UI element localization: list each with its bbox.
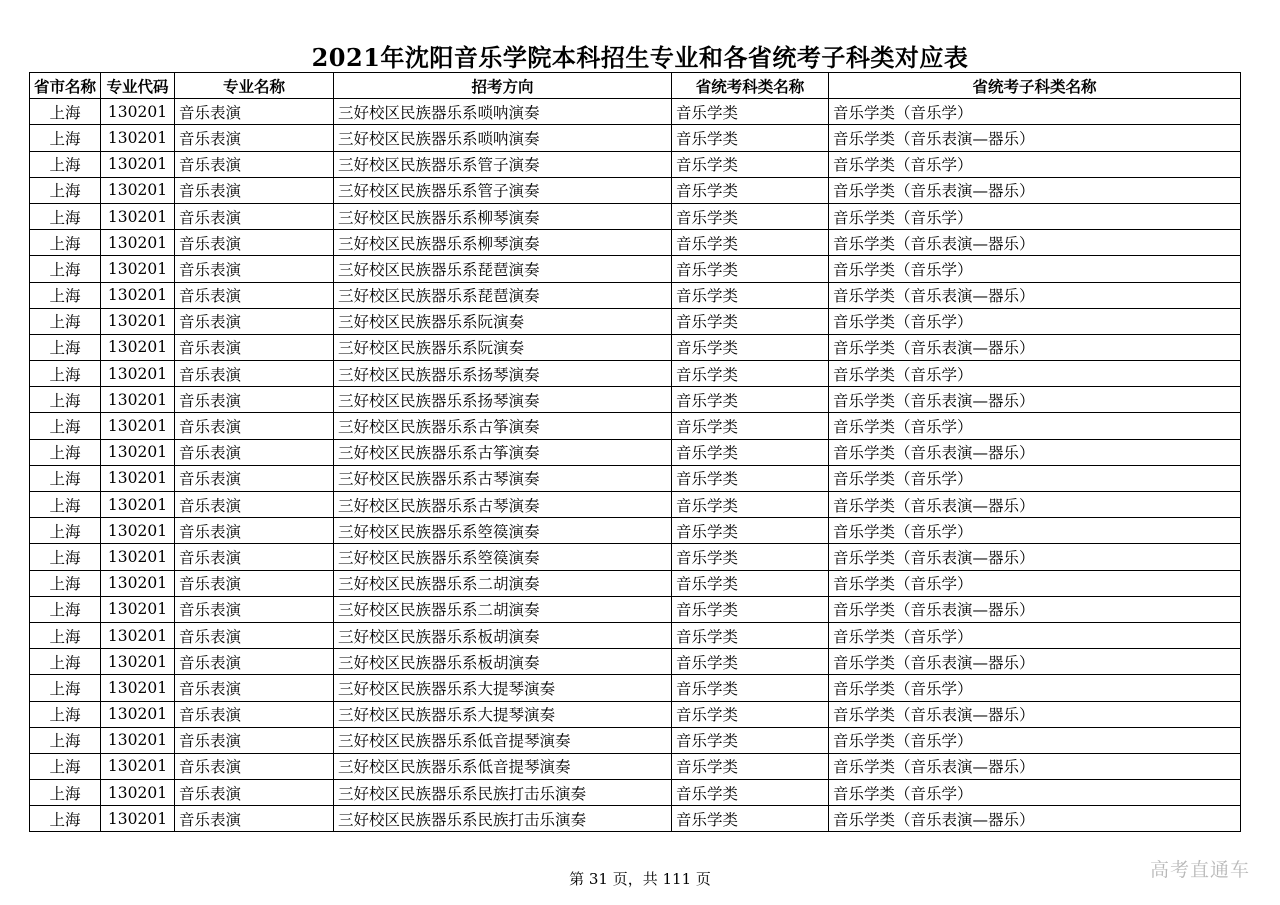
cell-direction: 三好校区民族器乐系柳琴演奏 bbox=[334, 230, 672, 256]
table-row bbox=[30, 256, 1241, 282]
cell-direction: 三好校区民族器乐系扬琴演奏 bbox=[334, 361, 672, 387]
correspondence-table bbox=[29, 72, 1241, 832]
cell-province: 上海 bbox=[30, 649, 101, 675]
cell-category: 音乐学类 bbox=[672, 413, 829, 439]
cell-subcategory: 音乐学类（音乐学） bbox=[829, 151, 1241, 177]
cell-subcategory: 音乐学类（音乐学） bbox=[829, 413, 1241, 439]
cell-subcategory: 音乐学类（音乐表演—器乐） bbox=[829, 439, 1241, 465]
cell-major-name: 音乐表演 bbox=[175, 570, 334, 596]
cell-major-code: 130201 bbox=[101, 256, 175, 282]
cell-major-code: 130201 bbox=[101, 387, 175, 413]
cell-major-name: 音乐表演 bbox=[175, 177, 334, 203]
cell-province: 上海 bbox=[30, 675, 101, 701]
cell-major-name: 音乐表演 bbox=[175, 125, 334, 151]
cell-major-code: 130201 bbox=[101, 780, 175, 806]
table-row bbox=[30, 544, 1241, 570]
cell-province: 上海 bbox=[30, 622, 101, 648]
header-major-code: 专业代码 bbox=[101, 73, 175, 99]
table-row bbox=[30, 596, 1241, 622]
table-row bbox=[30, 753, 1241, 779]
cell-major-name: 音乐表演 bbox=[175, 413, 334, 439]
cell-major-code: 130201 bbox=[101, 675, 175, 701]
table-row bbox=[30, 203, 1241, 229]
cell-category: 音乐学类 bbox=[672, 256, 829, 282]
table-row bbox=[30, 282, 1241, 308]
header-subcategory: 省统考子科类名称 bbox=[829, 73, 1241, 99]
cell-direction: 三好校区民族器乐系低音提琴演奏 bbox=[334, 753, 672, 779]
cell-province: 上海 bbox=[30, 361, 101, 387]
table-header-row bbox=[30, 73, 1241, 99]
cell-direction: 三好校区民族器乐系大提琴演奏 bbox=[334, 701, 672, 727]
table-row bbox=[30, 780, 1241, 806]
cell-major-code: 130201 bbox=[101, 177, 175, 203]
cell-major-code: 130201 bbox=[101, 230, 175, 256]
table-row bbox=[30, 413, 1241, 439]
cell-direction: 三好校区民族器乐系阮演奏 bbox=[334, 308, 672, 334]
cell-direction: 三好校区民族器乐系管子演奏 bbox=[334, 177, 672, 203]
table-row bbox=[30, 334, 1241, 360]
cell-major-code: 130201 bbox=[101, 151, 175, 177]
cell-major-name: 音乐表演 bbox=[175, 544, 334, 570]
cell-subcategory: 音乐学类（音乐学） bbox=[829, 308, 1241, 334]
table-row bbox=[30, 570, 1241, 596]
cell-major-code: 130201 bbox=[101, 727, 175, 753]
cell-province: 上海 bbox=[30, 177, 101, 203]
cell-major-name: 音乐表演 bbox=[175, 622, 334, 648]
cell-category: 音乐学类 bbox=[672, 334, 829, 360]
table-row bbox=[30, 125, 1241, 151]
page-number: 第 31 页，共 111 页 bbox=[569, 870, 711, 888]
cell-major-name: 音乐表演 bbox=[175, 361, 334, 387]
cell-direction: 三好校区民族器乐系二胡演奏 bbox=[334, 596, 672, 622]
cell-province: 上海 bbox=[30, 596, 101, 622]
cell-major-code: 130201 bbox=[101, 203, 175, 229]
cell-province: 上海 bbox=[30, 701, 101, 727]
page-title: 2021年沈阳音乐学院本科招生专业和各省统考子科类对应表 bbox=[311, 43, 969, 72]
cell-major-name: 音乐表演 bbox=[175, 649, 334, 675]
cell-category: 音乐学类 bbox=[672, 203, 829, 229]
cell-province: 上海 bbox=[30, 203, 101, 229]
cell-direction: 三好校区民族器乐系古筝演奏 bbox=[334, 439, 672, 465]
cell-category: 音乐学类 bbox=[672, 230, 829, 256]
cell-major-name: 音乐表演 bbox=[175, 492, 334, 518]
cell-major-name: 音乐表演 bbox=[175, 596, 334, 622]
cell-subcategory: 音乐学类（音乐表演—器乐） bbox=[829, 230, 1241, 256]
cell-direction: 三好校区民族器乐系琵琶演奏 bbox=[334, 256, 672, 282]
table-row bbox=[30, 439, 1241, 465]
cell-subcategory: 音乐学类（音乐表演—器乐） bbox=[829, 544, 1241, 570]
cell-major-name: 音乐表演 bbox=[175, 256, 334, 282]
cell-category: 音乐学类 bbox=[672, 308, 829, 334]
cell-subcategory: 音乐学类（音乐学） bbox=[829, 622, 1241, 648]
cell-major-code: 130201 bbox=[101, 649, 175, 675]
cell-direction: 三好校区民族器乐系大提琴演奏 bbox=[334, 675, 672, 701]
cell-province: 上海 bbox=[30, 780, 101, 806]
cell-province: 上海 bbox=[30, 334, 101, 360]
cell-major-name: 音乐表演 bbox=[175, 753, 334, 779]
cell-direction: 三好校区民族器乐系阮演奏 bbox=[334, 334, 672, 360]
cell-province: 上海 bbox=[30, 492, 101, 518]
cell-province: 上海 bbox=[30, 230, 101, 256]
cell-major-name: 音乐表演 bbox=[175, 230, 334, 256]
cell-major-name: 音乐表演 bbox=[175, 780, 334, 806]
cell-major-code: 130201 bbox=[101, 125, 175, 151]
cell-major-code: 130201 bbox=[101, 518, 175, 544]
cell-major-name: 音乐表演 bbox=[175, 701, 334, 727]
cell-subcategory: 音乐学类（音乐学） bbox=[829, 203, 1241, 229]
cell-category: 音乐学类 bbox=[672, 99, 829, 125]
cell-category: 音乐学类 bbox=[672, 465, 829, 491]
cell-province: 上海 bbox=[30, 570, 101, 596]
cell-province: 上海 bbox=[30, 125, 101, 151]
cell-direction: 三好校区民族器乐系古琴演奏 bbox=[334, 492, 672, 518]
cell-direction: 三好校区民族器乐系柳琴演奏 bbox=[334, 203, 672, 229]
cell-category: 音乐学类 bbox=[672, 439, 829, 465]
cell-direction: 三好校区民族器乐系唢呐演奏 bbox=[334, 125, 672, 151]
cell-direction: 三好校区民族器乐系低音提琴演奏 bbox=[334, 727, 672, 753]
cell-major-code: 130201 bbox=[101, 282, 175, 308]
table-row bbox=[30, 727, 1241, 753]
cell-subcategory: 音乐学类（音乐学） bbox=[829, 570, 1241, 596]
cell-category: 音乐学类 bbox=[672, 701, 829, 727]
cell-major-code: 130201 bbox=[101, 806, 175, 832]
cell-subcategory: 音乐学类（音乐学） bbox=[829, 465, 1241, 491]
cell-major-code: 130201 bbox=[101, 439, 175, 465]
table-row bbox=[30, 649, 1241, 675]
cell-direction: 三好校区民族器乐系二胡演奏 bbox=[334, 570, 672, 596]
cell-subcategory: 音乐学类（音乐学） bbox=[829, 256, 1241, 282]
table-row bbox=[30, 622, 1241, 648]
cell-category: 音乐学类 bbox=[672, 125, 829, 151]
cell-province: 上海 bbox=[30, 439, 101, 465]
cell-subcategory: 音乐学类（音乐表演—器乐） bbox=[829, 282, 1241, 308]
cell-major-code: 130201 bbox=[101, 334, 175, 360]
cell-category: 音乐学类 bbox=[672, 361, 829, 387]
cell-major-code: 130201 bbox=[101, 413, 175, 439]
cell-direction: 三好校区民族器乐系古琴演奏 bbox=[334, 465, 672, 491]
cell-subcategory: 音乐学类（音乐表演—器乐） bbox=[829, 649, 1241, 675]
cell-category: 音乐学类 bbox=[672, 596, 829, 622]
cell-major-code: 130201 bbox=[101, 701, 175, 727]
cell-province: 上海 bbox=[30, 387, 101, 413]
cell-province: 上海 bbox=[30, 413, 101, 439]
cell-subcategory: 音乐学类（音乐表演—器乐） bbox=[829, 387, 1241, 413]
cell-category: 音乐学类 bbox=[672, 622, 829, 648]
cell-province: 上海 bbox=[30, 99, 101, 125]
table-row bbox=[30, 151, 1241, 177]
cell-province: 上海 bbox=[30, 151, 101, 177]
cell-major-name: 音乐表演 bbox=[175, 675, 334, 701]
cell-major-name: 音乐表演 bbox=[175, 439, 334, 465]
cell-major-name: 音乐表演 bbox=[175, 334, 334, 360]
cell-subcategory: 音乐学类（音乐学） bbox=[829, 518, 1241, 544]
cell-direction: 三好校区民族器乐系管子演奏 bbox=[334, 151, 672, 177]
table-row bbox=[30, 492, 1241, 518]
cell-category: 音乐学类 bbox=[672, 177, 829, 203]
table-row bbox=[30, 518, 1241, 544]
cell-subcategory: 音乐学类（音乐表演—器乐） bbox=[829, 177, 1241, 203]
cell-category: 音乐学类 bbox=[672, 151, 829, 177]
cell-major-name: 音乐表演 bbox=[175, 806, 334, 832]
cell-major-code: 130201 bbox=[101, 622, 175, 648]
cell-category: 音乐学类 bbox=[672, 649, 829, 675]
table-row bbox=[30, 361, 1241, 387]
cell-subcategory: 音乐学类（音乐表演—器乐） bbox=[829, 492, 1241, 518]
cell-major-code: 130201 bbox=[101, 308, 175, 334]
table-row bbox=[30, 806, 1241, 832]
cell-subcategory: 音乐学类（音乐表演—器乐） bbox=[829, 125, 1241, 151]
cell-major-name: 音乐表演 bbox=[175, 465, 334, 491]
table-row bbox=[30, 701, 1241, 727]
cell-major-code: 130201 bbox=[101, 361, 175, 387]
header-major-name: 专业名称 bbox=[175, 73, 334, 99]
watermark: 高考直通车 bbox=[1149, 859, 1250, 881]
cell-major-name: 音乐表演 bbox=[175, 203, 334, 229]
cell-subcategory: 音乐学类（音乐表演—器乐） bbox=[829, 334, 1241, 360]
cell-category: 音乐学类 bbox=[672, 492, 829, 518]
cell-category: 音乐学类 bbox=[672, 753, 829, 779]
cell-direction: 三好校区民族器乐系箜篌演奏 bbox=[334, 544, 672, 570]
cell-subcategory: 音乐学类（音乐表演—器乐） bbox=[829, 596, 1241, 622]
cell-major-code: 130201 bbox=[101, 596, 175, 622]
cell-direction: 三好校区民族器乐系唢呐演奏 bbox=[334, 99, 672, 125]
cell-direction: 三好校区民族器乐系箜篌演奏 bbox=[334, 518, 672, 544]
table-row bbox=[30, 675, 1241, 701]
cell-category: 音乐学类 bbox=[672, 570, 829, 596]
cell-subcategory: 音乐学类（音乐学） bbox=[829, 780, 1241, 806]
cell-category: 音乐学类 bbox=[672, 675, 829, 701]
cell-subcategory: 音乐学类（音乐学） bbox=[829, 361, 1241, 387]
cell-major-code: 130201 bbox=[101, 465, 175, 491]
cell-major-code: 130201 bbox=[101, 492, 175, 518]
table-row bbox=[30, 230, 1241, 256]
cell-direction: 三好校区民族器乐系琵琶演奏 bbox=[334, 282, 672, 308]
cell-category: 音乐学类 bbox=[672, 806, 829, 832]
table-body bbox=[30, 99, 1241, 832]
cell-subcategory: 音乐学类（音乐学） bbox=[829, 727, 1241, 753]
cell-category: 音乐学类 bbox=[672, 727, 829, 753]
cell-direction: 三好校区民族器乐系古筝演奏 bbox=[334, 413, 672, 439]
cell-subcategory: 音乐学类（音乐表演—器乐） bbox=[829, 753, 1241, 779]
table-row bbox=[30, 387, 1241, 413]
cell-major-code: 130201 bbox=[101, 544, 175, 570]
table-row bbox=[30, 308, 1241, 334]
cell-major-name: 音乐表演 bbox=[175, 518, 334, 544]
header-category: 省统考科类名称 bbox=[672, 73, 829, 99]
cell-category: 音乐学类 bbox=[672, 387, 829, 413]
cell-major-name: 音乐表演 bbox=[175, 308, 334, 334]
cell-province: 上海 bbox=[30, 308, 101, 334]
cell-direction: 三好校区民族器乐系板胡演奏 bbox=[334, 622, 672, 648]
cell-province: 上海 bbox=[30, 727, 101, 753]
cell-category: 音乐学类 bbox=[672, 518, 829, 544]
header-province: 省市名称 bbox=[30, 73, 101, 99]
cell-major-name: 音乐表演 bbox=[175, 727, 334, 753]
cell-province: 上海 bbox=[30, 806, 101, 832]
cell-province: 上海 bbox=[30, 282, 101, 308]
cell-province: 上海 bbox=[30, 465, 101, 491]
cell-province: 上海 bbox=[30, 544, 101, 570]
cell-subcategory: 音乐学类（音乐表演—器乐） bbox=[829, 806, 1241, 832]
cell-province: 上海 bbox=[30, 518, 101, 544]
cell-major-code: 130201 bbox=[101, 99, 175, 125]
cell-direction: 三好校区民族器乐系扬琴演奏 bbox=[334, 387, 672, 413]
cell-direction: 三好校区民族器乐系板胡演奏 bbox=[334, 649, 672, 675]
header-direction: 招考方向 bbox=[334, 73, 672, 99]
cell-province: 上海 bbox=[30, 753, 101, 779]
table-row bbox=[30, 465, 1241, 491]
cell-major-name: 音乐表演 bbox=[175, 99, 334, 125]
cell-category: 音乐学类 bbox=[672, 780, 829, 806]
cell-category: 音乐学类 bbox=[672, 282, 829, 308]
cell-major-code: 130201 bbox=[101, 753, 175, 779]
table-row bbox=[30, 177, 1241, 203]
cell-direction: 三好校区民族器乐系民族打击乐演奏 bbox=[334, 806, 672, 832]
cell-major-name: 音乐表演 bbox=[175, 387, 334, 413]
table-row bbox=[30, 99, 1241, 125]
cell-major-code: 130201 bbox=[101, 570, 175, 596]
cell-province: 上海 bbox=[30, 256, 101, 282]
cell-major-name: 音乐表演 bbox=[175, 151, 334, 177]
cell-subcategory: 音乐学类（音乐学） bbox=[829, 675, 1241, 701]
cell-direction: 三好校区民族器乐系民族打击乐演奏 bbox=[334, 780, 672, 806]
cell-subcategory: 音乐学类（音乐表演—器乐） bbox=[829, 701, 1241, 727]
cell-major-name: 音乐表演 bbox=[175, 282, 334, 308]
cell-subcategory: 音乐学类（音乐学） bbox=[829, 99, 1241, 125]
cell-category: 音乐学类 bbox=[672, 544, 829, 570]
